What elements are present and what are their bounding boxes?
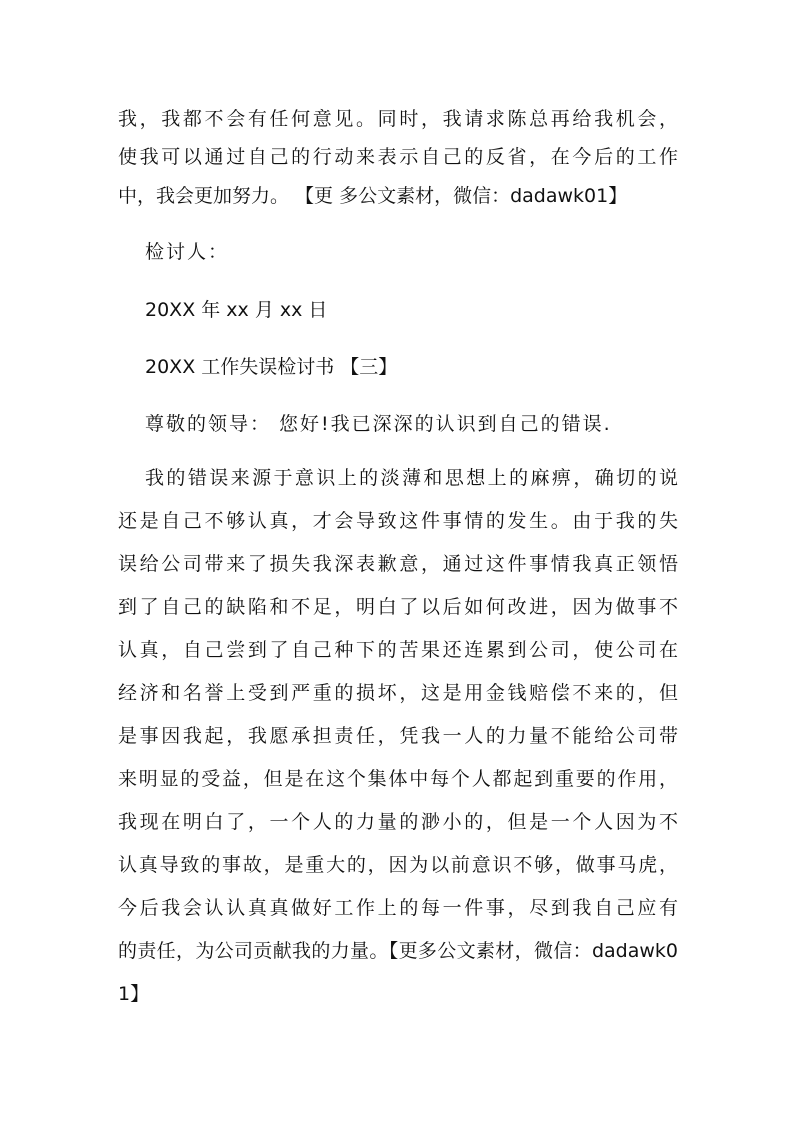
body-line: 今后我会认认真真做好工作上的每一件事，尽到我自己应有 <box>118 897 678 919</box>
body-line: 我现在明白了，一个人的力量的渺小的，但是一个人因为不 <box>118 811 678 833</box>
section-title: 20XX 工作失误检讨书 【三】 <box>145 356 398 378</box>
body-line: 认真导致的事故，是重大的，因为以前意识不够，做事马虎， <box>118 854 678 876</box>
paragraph-line: 中，我会更加努力。 【更 多公文素材，微信：dadawk01】 <box>118 185 628 207</box>
body-line: 误给公司带来了损失我深表歉意，通过这件事情我真正领悟 <box>118 553 678 575</box>
body-line: 经济和名誉上受到严重的损坏，这是用金钱赔偿不来的，但 <box>118 682 678 704</box>
body-line: 来明显的受益，但是在这个集体中每个人都起到重要的作用， <box>118 768 678 790</box>
body-line: 是事因我起，我愿承担责任，凭我一人的力量不能给公司带 <box>118 725 678 747</box>
body-line: 还是自己不够认真，才会导致这件事情的发生。由于我的失 <box>118 510 678 532</box>
body-line: 1】 <box>118 983 150 1005</box>
body-line: 认真，自己尝到了自己种下的苦果还连累到公司，使公司在 <box>118 639 678 661</box>
body-line: 的责任，为公司贡献我的力量。【更多公文素材，微信：dadawk0 <box>118 940 678 962</box>
greeting: 尊敬的领导： 您好!我已深深的认识到自己的错误. <box>145 413 612 435</box>
body-line: 我的错误来源于意识上的淡薄和思想上的麻痹，确切的说 <box>145 467 678 489</box>
paragraph-line: 使我可以通过自己的行动来表示自己的反省，在今后的工作 <box>118 146 678 168</box>
body-line: 到了自己的缺陷和不足，明白了以后如何改进，因为做事不 <box>118 596 678 618</box>
paragraph-line: 我，我都不会有任何意见。同时，我请求陈总再给我机会， <box>118 108 678 130</box>
date-line: 20XX 年 xx 月 xx 日 <box>145 299 328 321</box>
signer-label: 检讨人： <box>145 241 230 263</box>
